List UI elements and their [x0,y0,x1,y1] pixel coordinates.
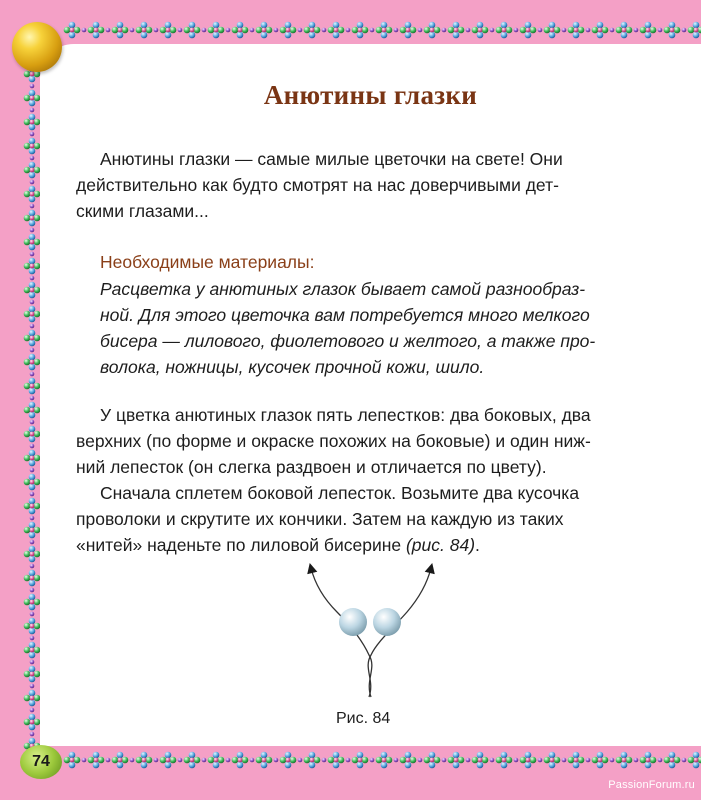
bead-separator [298,758,303,763]
bead-flower [184,22,201,39]
materials-line: бисера — лилового, фиолетового и желтого, а также про- [100,331,596,351]
bead-flower [472,752,489,769]
bead-separator [30,348,35,353]
bead-flower [136,752,153,769]
bead-flower [496,22,513,39]
bead-flower [24,474,41,491]
bead-separator [442,28,447,33]
bead-separator [466,758,471,763]
bead-flower [24,402,41,419]
bead-separator [30,588,35,593]
page-title: Анютины глазки [263,80,478,110]
bead-separator [682,28,687,33]
bead-separator [226,758,231,763]
bead-flower [352,752,369,769]
bead-separator [562,28,567,33]
materials-line: Расцветка у анютиных глазок бывает самой разнообраз- [100,279,586,299]
bead-flower [472,22,489,39]
bead-flower [640,22,657,39]
bead-separator [466,28,471,33]
bead-separator [30,660,35,665]
bead-separator [30,324,35,329]
bead-separator [30,252,35,257]
figure-84-illustration [295,560,445,710]
bead-separator [346,28,351,33]
body-paragraph-2 [76,480,646,558]
bead-flower [24,306,41,323]
bead-separator [202,28,207,33]
bead-flower [112,752,129,769]
bead-separator [154,28,159,33]
bead-separator [30,396,35,401]
bead-flower [328,752,345,769]
bead-separator [130,28,135,33]
bead-separator [130,758,135,763]
bead-flower [496,752,513,769]
bead-flower [520,22,537,39]
bead-flower [616,752,633,769]
bead-separator [178,758,183,763]
bead-separator [274,28,279,33]
bead-separator [562,758,567,763]
bead-flower [24,594,41,611]
bead-flower [376,752,393,769]
bead-flower [304,22,321,39]
bead-flower [664,22,681,39]
bead-flower [448,22,465,39]
bead-separator [30,708,35,713]
bead-separator [322,28,327,33]
bead-separator [586,758,591,763]
bead-separator [202,758,207,763]
bead-separator [30,372,35,377]
bead-flower [280,22,297,39]
bead-flower [24,498,41,515]
materials-heading: Необходимые материалы: [100,252,315,272]
bead-separator [610,28,615,33]
bead-flower [24,666,41,683]
bead-flower [24,234,41,251]
bead-flower [400,22,417,39]
bead-separator [82,758,87,763]
bead-flower [160,752,177,769]
bead-left [339,608,367,636]
bead-separator [30,300,35,305]
bead-separator [30,420,35,425]
bead-separator [394,758,399,763]
bead-flower [24,138,41,155]
bead-separator [30,276,35,281]
bead-flower [424,22,441,39]
bead-flower [24,546,41,563]
bead-separator [30,564,35,569]
bead-flower [232,22,249,39]
bead-separator [30,612,35,617]
bead-separator [322,758,327,763]
bead-separator [250,28,255,33]
bead-flower [256,22,273,39]
bead-flower [24,618,41,635]
bead-flower [88,752,105,769]
wire-right [368,568,431,697]
bead-flower [88,22,105,39]
bead-separator [658,758,663,763]
bead-separator [30,84,35,89]
bead-flower [64,752,81,769]
bead-flower [688,752,701,769]
bead-separator [178,28,183,33]
bead-separator [30,732,35,737]
body-line-text: «нитей» наденьте по лиловой бисерине [76,535,406,555]
figure-caption: Рис. 84 [336,710,391,727]
bead-flower [24,90,41,107]
bead-separator [394,28,399,33]
bead-separator [82,28,87,33]
bead-flower [520,752,537,769]
wire-left [311,568,372,697]
bead-flower [24,450,41,467]
bead-flower [592,22,609,39]
intro-line: скими глазами... [76,201,209,221]
bead-flower [256,752,273,769]
bead-flower [424,752,441,769]
bead-flower [688,22,701,39]
bead-separator [30,468,35,473]
intro-line: действительно как будто смотрят на нас доверчивыми дет- [76,175,559,195]
bead-separator [514,758,519,763]
bead-flower [24,186,41,203]
bead-separator [250,758,255,763]
bead-separator [30,684,35,689]
bead-separator [298,28,303,33]
bead-separator [30,636,35,641]
body-line: ний лепесток (он слегка раздвоен и отличается по цвету). [76,457,547,477]
body-line [76,532,646,558]
bead-flower [24,354,41,371]
bead-flower [24,426,41,443]
bead-separator [30,204,35,209]
bead-flower [24,378,41,395]
bead-flower [616,22,633,39]
bead-separator [634,28,639,33]
bead-flower [376,22,393,39]
bead-flower [136,22,153,39]
bead-separator [610,758,615,763]
bead-flower [664,752,681,769]
bead-separator [30,228,35,233]
intro-line: Анютины глазки — самые милые цветочки на свете! Они [100,149,563,169]
sentence-end: . [475,535,480,555]
bead-flower [64,22,81,39]
bead-right [373,608,401,636]
bead-separator [106,28,111,33]
bead-separator [30,444,35,449]
bead-separator [274,758,279,763]
bead-flower [24,522,41,539]
bead-separator [490,28,495,33]
bead-flower [448,752,465,769]
bead-separator [418,28,423,33]
bead-flower [24,642,41,659]
bead-separator [30,108,35,113]
figure-reference: (рис. 84) [405,535,476,555]
bead-separator [682,758,687,763]
bead-flower [568,752,585,769]
bead-flower [232,752,249,769]
body-paragraph-1 [76,402,646,480]
bead-separator [106,758,111,763]
bead-separator [514,28,519,33]
watermark: PassionForum.ru [608,779,695,791]
bead-flower [544,752,561,769]
bead-separator [30,180,35,185]
bead-separator [634,758,639,763]
bead-flower [400,752,417,769]
bead-separator [370,758,375,763]
bead-flower [24,330,41,347]
bead-flower [640,752,657,769]
bead-flower [24,258,41,275]
bead-separator [30,540,35,545]
bead-separator [658,28,663,33]
bead-flower [328,22,345,39]
body-line: Сначала сплетем боковой лепесток. Возьмите два кусочка [100,483,580,503]
bead-separator [538,758,543,763]
bead-separator [30,492,35,497]
bead-separator [346,758,351,763]
page-number: 74 [20,745,62,779]
intro-paragraph [76,146,640,224]
gold-bead-ornament [12,22,62,72]
bead-separator [370,28,375,33]
bead-flower [280,752,297,769]
bead-flower [592,752,609,769]
bead-flower [160,22,177,39]
body-line: верхних (по форме и окраске похожих на боковые) и один ниж- [76,431,591,451]
body-line: проволоки и скрутите их кончики. Затем на каждую из таких [76,509,564,529]
bead-flower [24,714,41,731]
bead-flower [544,22,561,39]
bead-separator [226,28,231,33]
bead-flower [208,22,225,39]
bead-separator [30,132,35,137]
bead-flower [24,162,41,179]
bead-separator [30,156,35,161]
materials-line: волока, ножницы, кусочек прочной кожи, шило. [100,357,485,377]
bead-flower [568,22,585,39]
bead-flower [24,114,41,131]
bead-flower [24,210,41,227]
bead-separator [418,758,423,763]
bead-flower [184,752,201,769]
bead-flower [24,570,41,587]
bead-flower [304,752,321,769]
bead-separator [154,758,159,763]
materials-line: ной. Для этого цветочка вам потребуется много мелкого [100,305,590,325]
bead-separator [490,758,495,763]
bead-separator [538,28,543,33]
body-line: У цветка анютиных глазок пять лепестков: два боковых, два [100,405,591,425]
bead-separator [586,28,591,33]
bead-separator [30,516,35,521]
bead-flower [208,752,225,769]
materials-text [100,276,620,380]
bead-flower [24,690,41,707]
bead-separator [442,758,447,763]
bead-flower [24,282,41,299]
bead-flower [352,22,369,39]
bead-flower [112,22,129,39]
